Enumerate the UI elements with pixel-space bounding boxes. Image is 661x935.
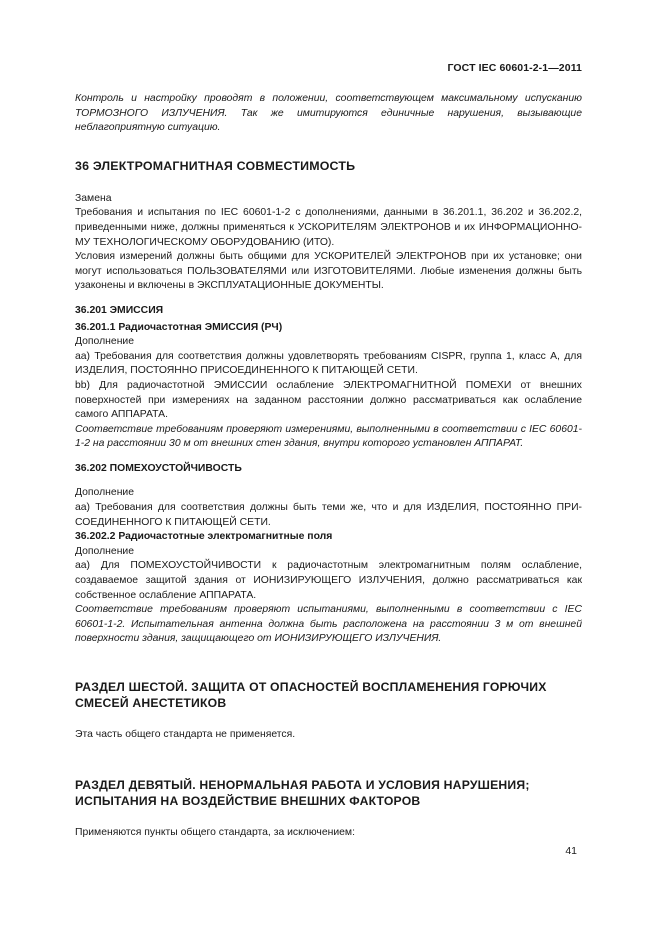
section-36-202-title: 36.202 ПОМЕХОУСТОЙЧИВОСТЬ [75,462,242,474]
addition-label: Дополнение [75,336,135,348]
replace-label: Замена [75,192,112,204]
section-9-text: Применяются пункты общего стандарта, за исключением: [75,826,355,838]
intro-italic-paragraph: Контроль и настройку проводят в положении, соответствующем максимальному испусканию ТОРМОЗНОГО ИЗЛУЧЕНИЯ. Так же имитируются единичные нарушения, вызывающие неблагоприятную ситуацию. [75,93,582,134]
s36201-item-bb: bb) Для радиочастотной ЭМИССИИ ослабление ЭЛЕКТРОМАГНИТНОЙ ПОМЕХИ от внешних поверхностей при измерениях на заданном расстоянии должно рассматриваться как ослабление самого АППАРАТА. [75,379,582,421]
section-36-title: 36 ЭЛЕКТРОМАГНИТНАЯ СОВМЕСТИМОСТЬ [75,158,356,173]
addition-label: Дополнение [75,545,135,557]
standard-header: ГОСТ IEC 60601-2-1—2011 [447,62,582,74]
section-36-201-1-title: 36.201.1 Радиочастотная ЭМИССИЯ (РЧ) [75,321,283,333]
s36-paragraph-1: Требования и испытания по IEC 60601-1-2 с дополнениями, данными в 36.201.1, 36.202 и 36.202.2, приведенными ниже, должны применяться к УСКОРИТЕЛЯМ ЭЛЕКТРОНОВ и их ИНФОРМАЦИОННО-МУ ТЕХНОЛОГИЧЕСКОМУ ОБОРУДОВАНИЮ (ИТО). [75,207,582,248]
section-6-title: РАЗДЕЛ ШЕСТОЙ. ЗАЩИТА ОТ ОПАСНОСТЕЙ ВОСПЛАМЕНЕНИЯ ГОРЮЧИХ СМЕСЕЙ АНЕСТЕТИКОВ [75,680,547,710]
s36202-item-aa: аа) Требования для соответствия должны быть теми же, что и для ИЗДЕЛИЯ, ПОСТОЯННО ПРИ-СОЕДИНЕННОГО К ПИТАЮЩЕЙ СЕТИ. [75,502,582,528]
page-number: 41 [565,845,577,857]
s36201-item-aa: аа) Требования для соответствия должны удовлетворять требованиям CISPR, группа 1, класс А, для ИЗДЕЛИЯ, ПОСТОЯННО ПРИСОЕДИНЕННОГО К ПИТАЮЩЕЙ СЕТИ. [75,350,582,377]
s36202-compliance-check: Соответствие требованиям проверяют испытаниями, выполненными в соответствии с IEC 60601-1-2. Испытательная антенна должна быть расположена на расстоянии 3 м от внешней поверхности здания, защищающего от ИОНИЗИРУЮЩЕГО ИЗЛУЧЕНИЯ. [75,604,582,645]
addition-label: Дополнение [75,487,135,499]
section-6-text: Эта часть общего стандарта не применяется. [75,729,296,740]
section-9-title: РАЗДЕЛ ДЕВЯТЫЙ. НЕНОРМАЛЬНАЯ РАБОТА И УСЛОВИЯ НАРУШЕНИЯ; ИСПЫТАНИЯ НА ВОЗДЕЙСТВИЕ ВНЕШНИХ ФАКТОРОВ [75,777,530,808]
section-36-202-2-title: 36.202.2 Радиочастотные электромагнитные поля [75,531,333,543]
s36201-compliance-check: Соответствие требованиям проверяют измерениями, выполненными в соответствии с IEC 60601-1-2 на расстоянии 30 м от внешних стен здания, внутри которого установлен АППАРАТ. [75,423,582,450]
page-content [75,92,582,840]
section-36-201-title: 36.201 ЭМИССИЯ [75,304,164,316]
s36-paragraph-2: Условия измерений должны быть общими для УСКОРИТЕЛЕЙ ЭЛЕКТРОНОВ при их установке; они могут использоваться ПОЛЬЗОВАТЕЛЯМИ или ИЗГОТОВИТЕЛЯМИ. Любые изменения должны быть узаконены и включены в ЭКСПЛУАТАЦИОННЫЕ ДОКУМЕНТЫ. [75,251,582,292]
s36202-item-aa2: аа) Для ПОМЕХОУСТОЙЧИВОСТИ к радиочастотным электромагнитным полям ослабление, создаваемое защитой здания от ИОНИЗИРУЮЩЕГО ИЗЛУЧЕНИЯ, должно рассматриваться как собственное ослабление АППАРАТА. [75,560,582,601]
